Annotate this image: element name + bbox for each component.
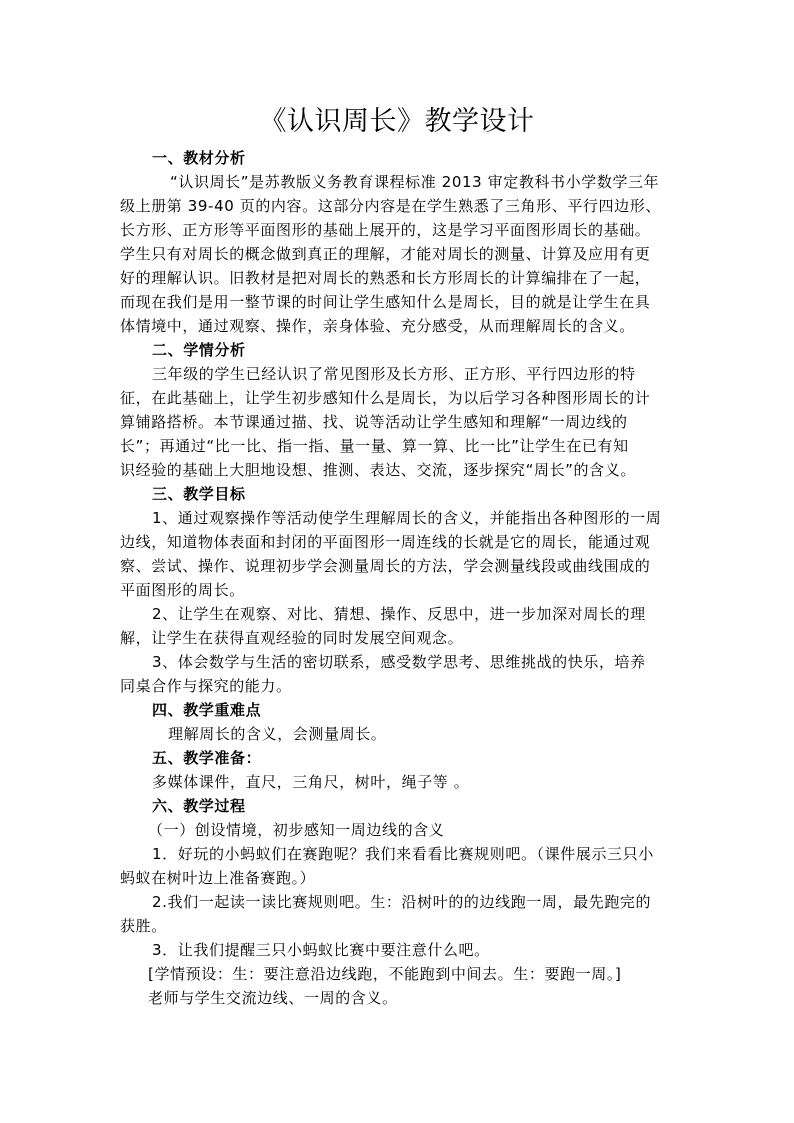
paragraph-line: 征，在此基础上，让学生初步感知什么是周长，为以后学习各种图形周长的计 — [120, 389, 651, 407]
heading-student-analysis: 二、学情分析 — [152, 341, 246, 359]
heading-textbook-analysis: 一、教材分析 — [152, 149, 246, 167]
paragraph-line: 长方形、正方形等平面图形的基础上展开的，这是学习平面图形周长的基础。 — [120, 221, 651, 239]
heading-teaching-process: 六、教学过程 — [152, 797, 246, 815]
paragraph-line: 2.我们一起读一读比赛规则吧。生：沿树叶的的边线跑一周，最先跑完的 — [152, 893, 652, 911]
heading-teaching-goals: 三、教学目标 — [152, 485, 246, 503]
paragraph-line: 而现在我们是用一整节课的时间让学生感知什么是周长，目的就是让学生在具 — [120, 293, 651, 311]
paragraph-line: 解，让学生在获得直观经验的同时发展空间观念。 — [120, 629, 464, 647]
paragraph-line: 1．好玩的小蚂蚁们在赛跑呢？我们来看看比赛规则吧。（课件展示三只小 — [152, 845, 654, 863]
paragraph-line: 老师与学生交流边线、一周的含义。 — [148, 989, 398, 1007]
paragraph-line: 3、体会数学与生活的密切联系，感受数学思考、思维挑战的快乐，培养 — [152, 653, 646, 671]
paragraph-line: 3．让我们提醒三只小蚂蚁比赛中要注意什么吧。 — [152, 941, 490, 959]
paragraph-line: 级上册第 39-40 页的内容。这部分内容是在学生熟悉了三角形、平行四边形、 — [120, 197, 661, 215]
paragraph-line: 识经验的基础上大胆地设想、推测、表达、交流，逐步探究“周长”的含义。 — [120, 461, 636, 479]
paragraph-line: 好的理解认识。旧教材是把对周长的熟悉和长方形周长的计算编排在了一起， — [120, 269, 651, 287]
paragraph-line: 蚂蚁在树叶边上准备赛跑。） — [120, 869, 316, 887]
paragraph-line: 平面图形的周长。 — [120, 581, 245, 599]
paragraph-line: 长”；再通过“比一比、指一指、量一量、算一算、比一比”让学生在已有知 — [120, 437, 629, 455]
paragraph-line: 多媒体课件，直尺，三角尺，树叶，绳子等 。 — [152, 773, 470, 791]
document-title: 《认识周长》教学设计 — [259, 106, 535, 137]
paragraph-line: 理解周长的含义，会测量周长。 — [168, 725, 387, 743]
paragraph-line: 同桌合作与探究的能力。 — [120, 677, 292, 695]
paragraph-line: “认识周长”是苏教版义务教育课程标准 2013 审定教科书小学数学三年 — [170, 173, 660, 191]
paragraph-line: 2、让学生在观察、对比、猜想、操作、反思中，进一步加深对周长的理 — [152, 605, 646, 623]
paragraph-line: 体情境中，通过观察、操作，亲身体验、充分感受，从而理解周长的含义。 — [120, 317, 635, 335]
paragraph-line: 获胜。 — [120, 917, 167, 935]
heading-preparation: 五、教学准备： — [152, 749, 262, 767]
paragraph-line: 边线，知道物体表面和封闭的平面图形一周连线的长就是它的周长，能通过观 — [120, 533, 651, 551]
paragraph-line: 察、尝试、操作、说理初步学会测量周长的方法，学会测量线段或曲线围成的 — [120, 557, 651, 575]
paragraph-line: （一）创设情境，初步感知一周边线的含义 — [148, 821, 445, 839]
paragraph-line: 学生只有对周长的概念做到真正的理解，才能对周长的测量、计算及应用有更 — [120, 245, 651, 263]
paragraph-line: 算铺路搭桥。本节课通过描、找、说等活动让学生感知和理解“一周边线的 — [120, 413, 628, 431]
paragraph-line: 三年级的学生已经认识了常见图形及长方形、正方形、平行四边形的特 — [152, 365, 636, 383]
paragraph-line: [学情预设：生：要注意沿边线跑，不能跑到中间去。生：要跑一周。] — [148, 965, 622, 983]
paragraph-line: 1、通过观察操作等活动使学生理解周长的含义，并能指出各种图形的一周 — [152, 509, 662, 527]
heading-key-points: 四、教学重难点 — [152, 701, 262, 719]
